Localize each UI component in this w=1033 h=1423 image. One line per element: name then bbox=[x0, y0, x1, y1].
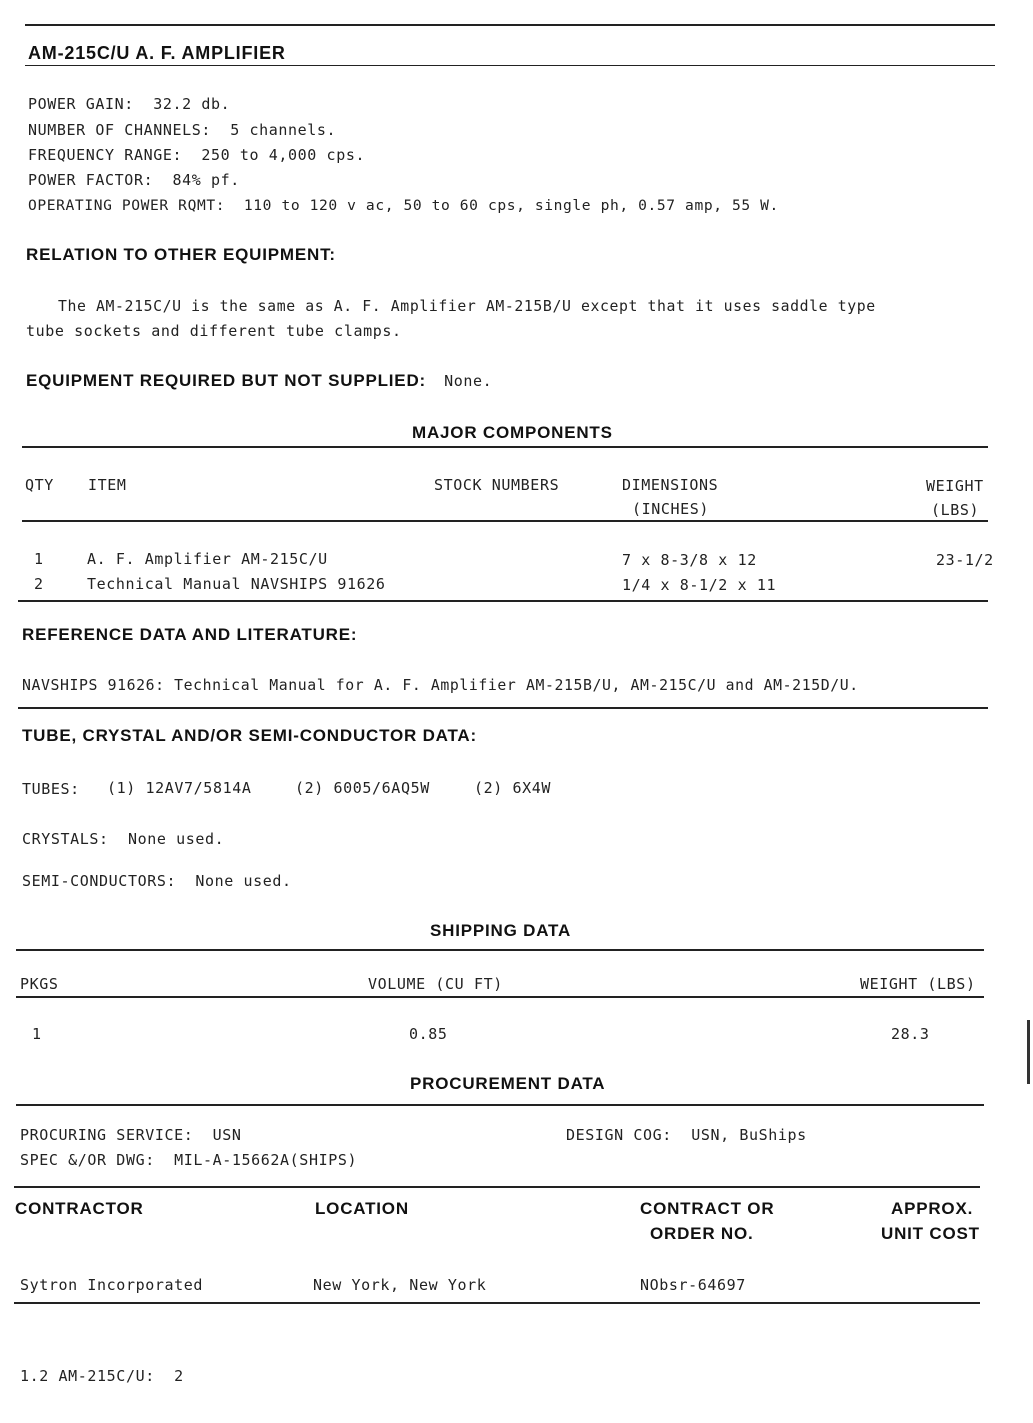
major-components-rule-mid bbox=[22, 520, 988, 522]
row-item: Technical Manual NAVSHIPS 91626 bbox=[87, 575, 386, 593]
spec-value: 5 channels. bbox=[230, 121, 337, 139]
col-qty-header: QTY bbox=[25, 476, 54, 494]
col-cost-header-2: UNIT COST bbox=[881, 1224, 980, 1243]
design-cog-label: DESIGN COG: bbox=[566, 1126, 672, 1144]
reference-rule bbox=[18, 707, 988, 709]
spec-dwg-value: MIL-A-15662A(SHIPS) bbox=[174, 1151, 358, 1169]
scan-edge-mark bbox=[1027, 1020, 1030, 1084]
relation-line-2: tube sockets and different tube clamps. bbox=[26, 322, 402, 340]
design-cog bbox=[566, 1126, 807, 1144]
spec-label: POWER GAIN: bbox=[28, 95, 134, 113]
contractor-rule-bottom bbox=[14, 1302, 980, 1304]
row-dimensions: 1/4 x 8-1/2 x 11 bbox=[622, 576, 777, 594]
crystals-row bbox=[22, 830, 224, 848]
tube-2: (2) 6005/6AQ5W bbox=[295, 779, 430, 797]
row-qty: 2 bbox=[34, 575, 44, 593]
spec-value: 84% pf. bbox=[172, 171, 240, 189]
relation-line-1: The AM-215C/U is the same as A. F. Amplifier AM-215B/U except that it uses saddle type bbox=[58, 298, 876, 315]
reference-heading: REFERENCE DATA AND LITERATURE: bbox=[22, 625, 358, 644]
contract-number: NObsr-64697 bbox=[640, 1276, 746, 1294]
row-dimensions: 7 x 8-3/8 x 12 bbox=[622, 551, 757, 569]
spec-value: 32.2 db. bbox=[153, 95, 231, 113]
equipment-required-heading: EQUIPMENT REQUIRED BUT NOT SUPPLIED: bbox=[26, 371, 426, 390]
col-dimensions-unit: (INCHES) bbox=[632, 500, 710, 518]
contractor-rule-top bbox=[14, 1186, 980, 1188]
contractor-name: Sytron Incorporated bbox=[20, 1276, 203, 1294]
procuring-service bbox=[20, 1126, 242, 1144]
major-components-rule-top bbox=[22, 446, 988, 448]
col-contract-header: CONTRACT OR bbox=[640, 1199, 775, 1218]
procurement-heading: PROCUREMENT DATA bbox=[410, 1074, 606, 1093]
col-weight-unit: (LBS) bbox=[931, 501, 980, 519]
page-title: AM-215C/U A. F. AMPLIFIER bbox=[28, 43, 286, 63]
spec-frequency bbox=[28, 146, 365, 164]
row-weight: 23-1/2 bbox=[936, 551, 994, 569]
col-stock-header: STOCK NUMBERS bbox=[434, 476, 560, 494]
spec-label: POWER FACTOR: bbox=[28, 171, 154, 189]
semi-conductors-label: SEMI-CONDUCTORS: bbox=[22, 872, 177, 890]
major-components-rule-bottom bbox=[18, 600, 988, 602]
spec-value: 250 to 4,000 cps. bbox=[201, 146, 366, 164]
major-components-heading: MAJOR COMPONENTS bbox=[412, 423, 613, 442]
title-underline bbox=[25, 65, 995, 66]
procurement-rule bbox=[16, 1104, 984, 1106]
procuring-service-label: PROCURING SERVICE: bbox=[20, 1126, 194, 1144]
shipping-weight: 28.3 bbox=[891, 1025, 930, 1043]
col-cost-header: APPROX. bbox=[891, 1199, 974, 1218]
spec-power-factor bbox=[28, 171, 240, 189]
spec-power-gain bbox=[28, 95, 230, 113]
col-dimensions-header: DIMENSIONS bbox=[622, 476, 719, 494]
procuring-service-value: USN bbox=[212, 1126, 242, 1144]
reference-text: NAVSHIPS 91626: Technical Manual for A. F. Amplifier AM-215B/U, AM-215C/U and AM-215D/U. bbox=[22, 677, 859, 694]
tube-data-heading: TUBE, CRYSTAL AND/OR SEMI-CONDUCTOR DATA: bbox=[22, 726, 477, 745]
spec-value: 110 to 120 v ac, 50 to 60 cps, single ph, 0.57 amp, 55 W. bbox=[243, 197, 779, 214]
tubes-label: TUBES: bbox=[22, 780, 80, 798]
semi-conductors-value: None used. bbox=[195, 872, 292, 890]
spec-channels bbox=[28, 121, 336, 139]
contractor-location: New York, New York bbox=[313, 1276, 487, 1294]
crystals-value: None used. bbox=[127, 830, 225, 848]
spec-dwg bbox=[20, 1151, 357, 1169]
shipping-rule-top bbox=[16, 949, 984, 951]
row-qty: 1 bbox=[34, 550, 44, 568]
crystals-label: CRYSTALS: bbox=[22, 830, 109, 848]
spec-label: OPERATING POWER RQMT: bbox=[28, 197, 226, 214]
spec-power-rqmt bbox=[28, 197, 779, 214]
col-pkgs-header: PKGS bbox=[20, 975, 59, 993]
row-item: A. F. Amplifier AM-215C/U bbox=[87, 550, 328, 568]
semi-conductors-row bbox=[22, 872, 292, 890]
relation-heading: RELATION TO OTHER EQUIPMENT: bbox=[26, 245, 336, 264]
top-rule bbox=[25, 24, 995, 26]
spec-dwg-label: SPEC &/OR DWG: bbox=[20, 1151, 155, 1169]
design-cog-value: USN, BuShips bbox=[691, 1126, 807, 1144]
col-shipping-weight-header: WEIGHT (LBS) bbox=[860, 975, 976, 993]
col-volume-header: VOLUME (CU FT) bbox=[368, 975, 503, 993]
tube-1: (1) 12AV7/5814A bbox=[107, 779, 252, 797]
col-location-header: LOCATION bbox=[315, 1199, 409, 1218]
spec-label: NUMBER OF CHANNELS: bbox=[28, 121, 211, 139]
col-item-header: ITEM bbox=[88, 476, 127, 494]
col-contractor-header: CONTRACTOR bbox=[15, 1199, 144, 1218]
shipping-volume: 0.85 bbox=[409, 1025, 448, 1043]
equipment-required bbox=[26, 371, 492, 391]
shipping-rule-mid bbox=[16, 996, 984, 998]
col-contract-header-2: ORDER NO. bbox=[650, 1224, 754, 1243]
equipment-required-value: None. bbox=[444, 372, 493, 390]
col-weight-header: WEIGHT bbox=[926, 477, 984, 495]
page-footer: 1.2 AM-215C/U: 2 bbox=[20, 1367, 184, 1385]
shipping-pkgs: 1 bbox=[32, 1025, 42, 1043]
spec-label: FREQUENCY RANGE: bbox=[28, 146, 183, 164]
shipping-heading: SHIPPING DATA bbox=[430, 921, 572, 940]
tube-3: (2) 6X4W bbox=[474, 779, 552, 797]
